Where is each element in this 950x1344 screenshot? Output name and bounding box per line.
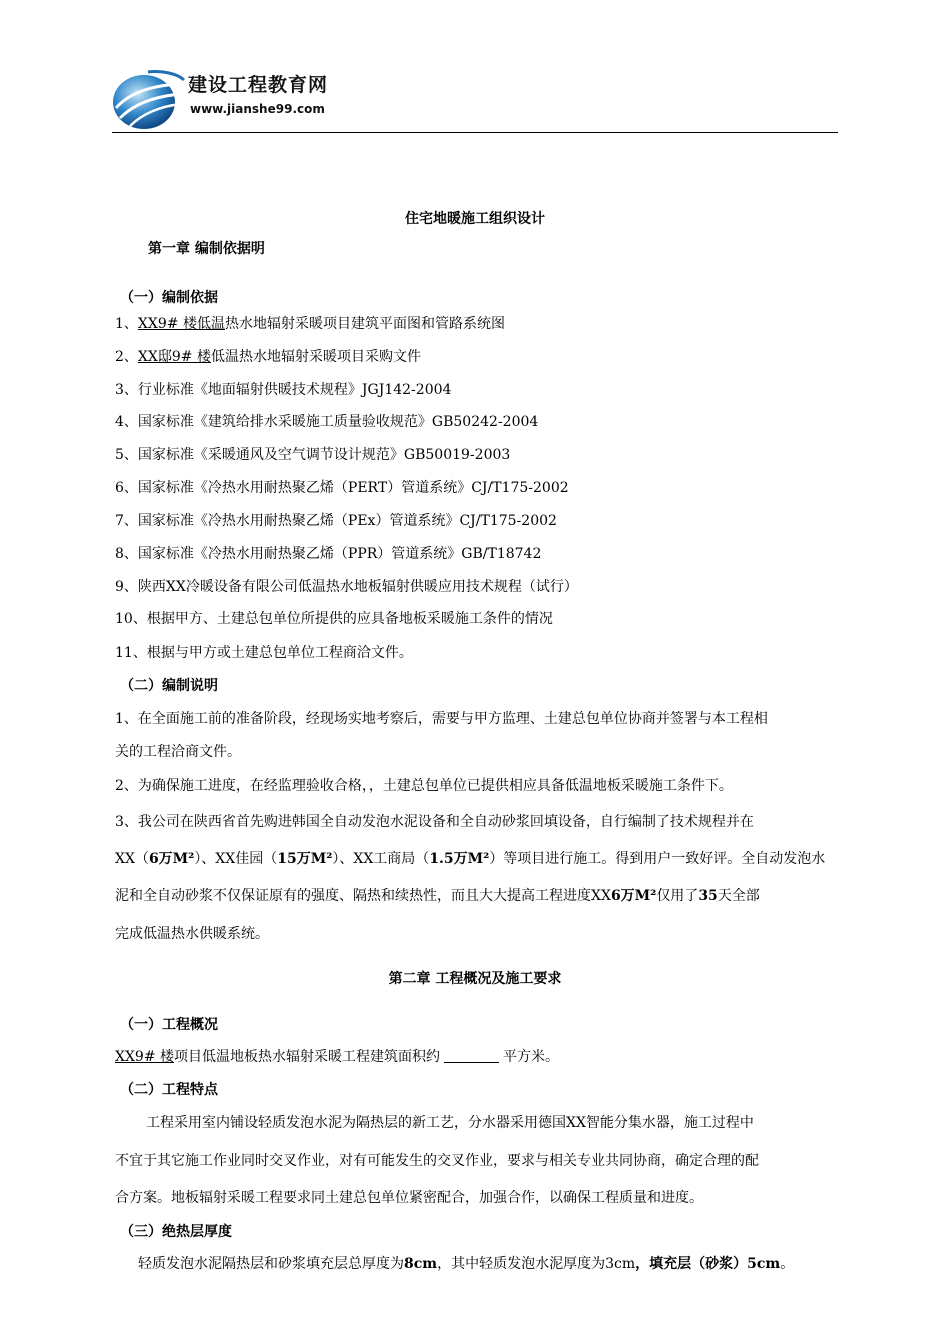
basis-item: 4、国家标准《建筑给排水采暖施工质量验收规范》GB50242-2004	[115, 414, 539, 430]
basis-item: 3、行业标准《地面辐射供暖技术规程》JGJ142-2004	[115, 382, 452, 398]
features-line-2: 不宜于其它施工作业同时交叉作业，对有可能发生的交叉作业，要求与相关专业共同协商，确定合理的配	[115, 1153, 759, 1169]
features-line-3: 合方案。地板辐射采暖工程要求同土建总包单位紧密配合，加强合作，以确保工程质量和进度。	[115, 1190, 703, 1206]
area-blank-field	[444, 1048, 499, 1063]
header-divider	[112, 132, 838, 133]
chapter1-title: 第一章 编制依据明	[148, 241, 265, 257]
basis-item: 8、国家标准《冷热水用耐热聚乙烯（PPR）管道系统》GB/T18742	[115, 546, 542, 562]
chapter2-title: 第二章 工程概况及施工要求	[388, 971, 562, 987]
explanation-paragraph-3-line-1: 3、我公司在陕西省首先购进韩国全自动发泡水泥设备和全自动砂浆回填设备，自行编制了技术规程并在	[115, 814, 754, 830]
section-insulation-title: （三）绝热层厚度	[120, 1224, 232, 1240]
section-explanation-title: （二）编制说明	[120, 678, 218, 694]
basis-item: 2、XX邸9# 楼低温热水地辐射采暖项目采购文件	[115, 349, 421, 365]
logo-title: 建设工程教育网	[188, 74, 329, 96]
globe-logo-icon	[108, 64, 186, 130]
basis-item: 11、根据与甲方或土建总包单位工程商洽文件。	[115, 645, 413, 661]
overview-text: XX9# 楼项目低温地板热水辐射采暖工程建筑面积约 平方米。	[115, 1049, 560, 1065]
insulation-text: 轻质发泡水泥隔热层和砂浆填充层总厚度为8cm，其中轻质发泡水泥厚度为3cm，填充层（砂浆）5cm。	[138, 1256, 795, 1272]
basis-item: 6、国家标准《冷热水用耐热聚乙烯（PERT）管道系统》CJ/T175-2002	[115, 480, 569, 496]
basis-item: 9、陕西XX冷暖设备有限公司低温热水地板辐射供暖应用技术规程（试行）	[115, 579, 578, 595]
explanation-paragraph-3-line-4: 完成低温热水供暖系统。	[115, 926, 269, 942]
site-logo	[108, 60, 348, 135]
section-features-title: （二）工程特点	[120, 1082, 218, 1098]
features-line-1: 工程采用室内铺设轻质发泡水泥为隔热层的新工艺，分水器采用德国XX智能分集水器，施工过程中	[146, 1115, 754, 1131]
section-basis-title: （一）编制依据	[120, 290, 218, 306]
explanation-paragraph-3-line-3: 泥和全自动砂浆不仅保证原有的强度、隔热和续热性，而且大大提高工程进度XX6万M²仅用了35天全部	[115, 888, 760, 904]
logo-url: www.jianshe99.com	[190, 102, 325, 116]
basis-item: 1、XX9# 楼低温热水地辐射采暖项目建筑平面图和管路系统图	[115, 316, 505, 332]
basis-item: 10、根据甲方、土建总包单位所提供的应具备地板采暖施工条件的情况	[115, 611, 553, 627]
explanation-paragraph-2: 2、为确保施工进度，在经监理验收合格，，土建总包单位已提供相应具备低温地板采暖施工条件下。	[115, 778, 733, 794]
explanation-paragraph-1-line-2: 关的工程洽商文件。	[115, 744, 241, 760]
basis-item: 5、国家标准《采暖通风及空气调节设计规范》GB50019-2003	[115, 447, 511, 463]
document-title: 住宅地暖施工组织设计	[405, 211, 545, 227]
explanation-paragraph-3-line-2: XX（6万M²）、XX佳园（15万M²）、XX工商局（1.5万M²）等项目进行施工。得到用户一致好评。全自动发泡水	[115, 851, 826, 867]
explanation-paragraph-1-line-1: 1、在全面施工前的准备阶段，经现场实地考察后，需要与甲方监理、土建总包单位协商并签署与本工程相	[115, 711, 768, 727]
basis-item: 7、国家标准《冷热水用耐热聚乙烯（PEx）管道系统》CJ/T175-2002	[115, 513, 557, 529]
section-overview-title: （一）工程概况	[120, 1017, 218, 1033]
